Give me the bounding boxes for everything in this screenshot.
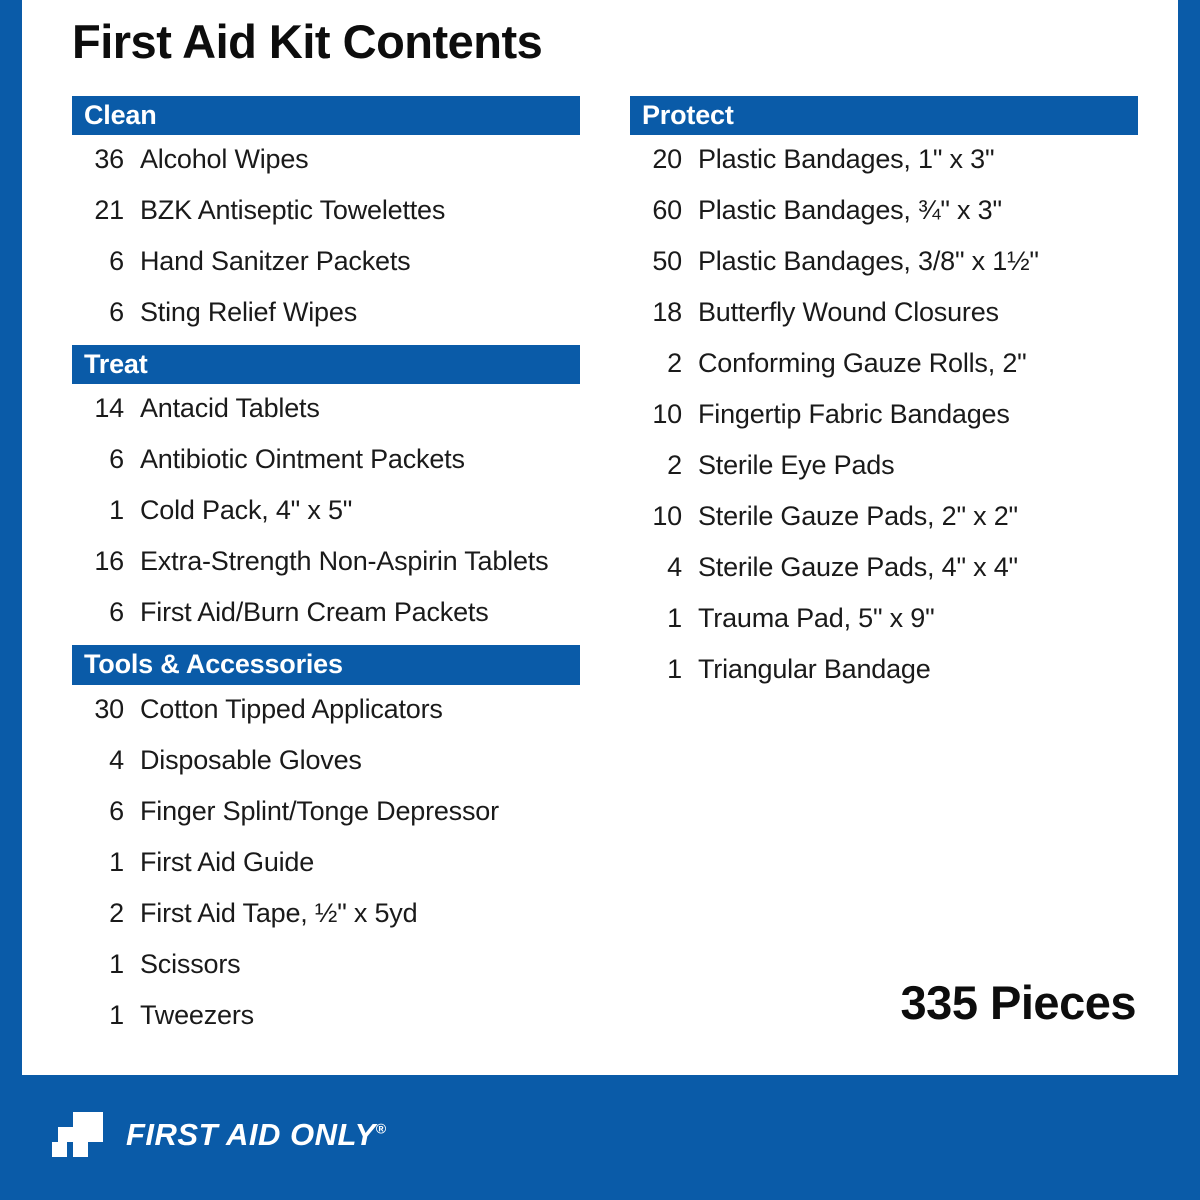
item-quantity: 4 (109, 744, 124, 775)
item-quantity: 4 (667, 552, 682, 583)
list-item (630, 288, 1138, 339)
item-quantity: 21 (94, 195, 124, 226)
item-label: Tweezers (140, 999, 254, 1030)
item-quantity: 20 (652, 144, 682, 175)
item-quantity: 2 (667, 348, 682, 379)
list-item (72, 288, 580, 339)
item-label: Antibiotic Ointment Packets (140, 444, 465, 475)
item-label: Alcohol Wipes (140, 144, 309, 175)
right-edge-stripe (1178, 0, 1200, 1075)
item-quantity: 30 (94, 693, 124, 724)
item-quantity: 18 (652, 297, 682, 328)
list-item (72, 435, 580, 486)
section-header-clean: Clean (72, 96, 580, 135)
list-item (630, 390, 1138, 441)
page-title: First Aid Kit Contents (72, 15, 543, 68)
item-label: Cold Pack, 4" x 5" (140, 495, 353, 526)
list-item (72, 787, 580, 838)
item-list-clean (72, 135, 580, 339)
item-quantity: 2 (667, 450, 682, 481)
item-label: Sterile Gauze Pads, 4" x 4" (698, 552, 1018, 583)
list-item (72, 736, 580, 787)
section-header-tools-accessories: Tools & Accessories (72, 645, 580, 684)
total-pieces: 335 Pieces (900, 976, 1136, 1029)
item-label: First Aid/Burn Cream Packets (140, 597, 489, 628)
item-quantity: 1 (667, 654, 682, 685)
list-item (630, 441, 1138, 492)
list-item (72, 588, 580, 639)
list-item (72, 940, 580, 991)
section-tools-accessories (72, 645, 580, 1041)
footer-bar (0, 1075, 1200, 1200)
section-header-protect: Protect (630, 96, 1138, 135)
list-item (630, 492, 1138, 543)
item-quantity: 16 (94, 546, 124, 577)
item-quantity: 6 (109, 297, 124, 328)
item-label: Plastic Bandages, ¾" x 3" (698, 195, 1002, 226)
registered-mark: ® (375, 1120, 387, 1137)
item-label: Butterfly Wound Closures (698, 297, 999, 328)
item-quantity: 10 (652, 399, 682, 430)
list-item (72, 486, 580, 537)
item-quantity: 1 (109, 948, 124, 979)
list-item (72, 889, 580, 940)
section-treat (72, 345, 580, 639)
brand-logo (52, 1103, 387, 1167)
item-quantity: 1 (109, 495, 124, 526)
item-label: Triangular Bandage (698, 654, 931, 685)
item-quantity: 2 (109, 897, 124, 928)
list-item (72, 685, 580, 736)
list-item (630, 543, 1138, 594)
list-item (630, 135, 1138, 186)
list-item (72, 991, 580, 1042)
item-quantity: 6 (109, 444, 124, 475)
brand-name-text: FIRST AID ONLY (126, 1117, 376, 1152)
section-clean (72, 96, 580, 339)
item-label: Cotton Tipped Applicators (140, 693, 443, 724)
item-label: Conforming Gauze Rolls, 2" (698, 348, 1027, 379)
list-item (72, 186, 580, 237)
item-label: Sterile Eye Pads (698, 450, 895, 481)
list-item (72, 237, 580, 288)
list-item (630, 645, 1138, 696)
item-label: Scissors (140, 948, 241, 979)
item-quantity: 60 (652, 195, 682, 226)
item-quantity: 6 (109, 597, 124, 628)
column-left (72, 96, 580, 1042)
item-label: Disposable Gloves (140, 744, 362, 775)
list-item (72, 537, 580, 588)
item-quantity: 6 (109, 795, 124, 826)
item-label: BZK Antiseptic Towelettes (140, 195, 446, 226)
left-edge-stripe (0, 0, 22, 1075)
checker-cross-icon (52, 1112, 110, 1158)
item-label: Sting Relief Wipes (140, 297, 357, 328)
column-right (630, 96, 1138, 696)
item-label: Plastic Bandages, 1" x 3" (698, 144, 995, 175)
list-item (72, 838, 580, 889)
item-list-tools-accessories (72, 685, 580, 1042)
item-quantity: 1 (109, 846, 124, 877)
item-quantity: 6 (109, 246, 124, 277)
item-quantity: 50 (652, 246, 682, 277)
item-quantity: 1 (109, 999, 124, 1030)
item-label: Finger Splint/Tonge Depressor (140, 795, 499, 826)
list-item (630, 186, 1138, 237)
item-label: First Aid Tape, ½" x 5yd (140, 897, 418, 928)
list-item (72, 384, 580, 435)
item-quantity: 36 (94, 144, 124, 175)
item-label: Sterile Gauze Pads, 2" x 2" (698, 501, 1018, 532)
section-protect (630, 96, 1138, 696)
item-label: First Aid Guide (140, 846, 315, 877)
list-item (630, 237, 1138, 288)
item-label: Hand Sanitzer Packets (140, 246, 411, 277)
list-item (630, 594, 1138, 645)
item-label: Trauma Pad, 5" x 9" (698, 603, 935, 634)
list-item (72, 135, 580, 186)
brand-name (126, 1117, 387, 1153)
item-quantity: 14 (94, 393, 124, 424)
item-quantity: 1 (667, 603, 682, 634)
item-label: Fingertip Fabric Bandages (698, 399, 1010, 430)
item-label: Plastic Bandages, 3/8" x 1½" (698, 246, 1039, 277)
list-item (630, 339, 1138, 390)
item-label: Antacid Tablets (140, 393, 320, 424)
item-label: Extra-Strength Non-Aspirin Tablets (140, 546, 549, 577)
section-header-treat: Treat (72, 345, 580, 384)
item-quantity: 10 (652, 501, 682, 532)
item-list-protect (630, 135, 1138, 696)
item-list-treat (72, 384, 580, 639)
